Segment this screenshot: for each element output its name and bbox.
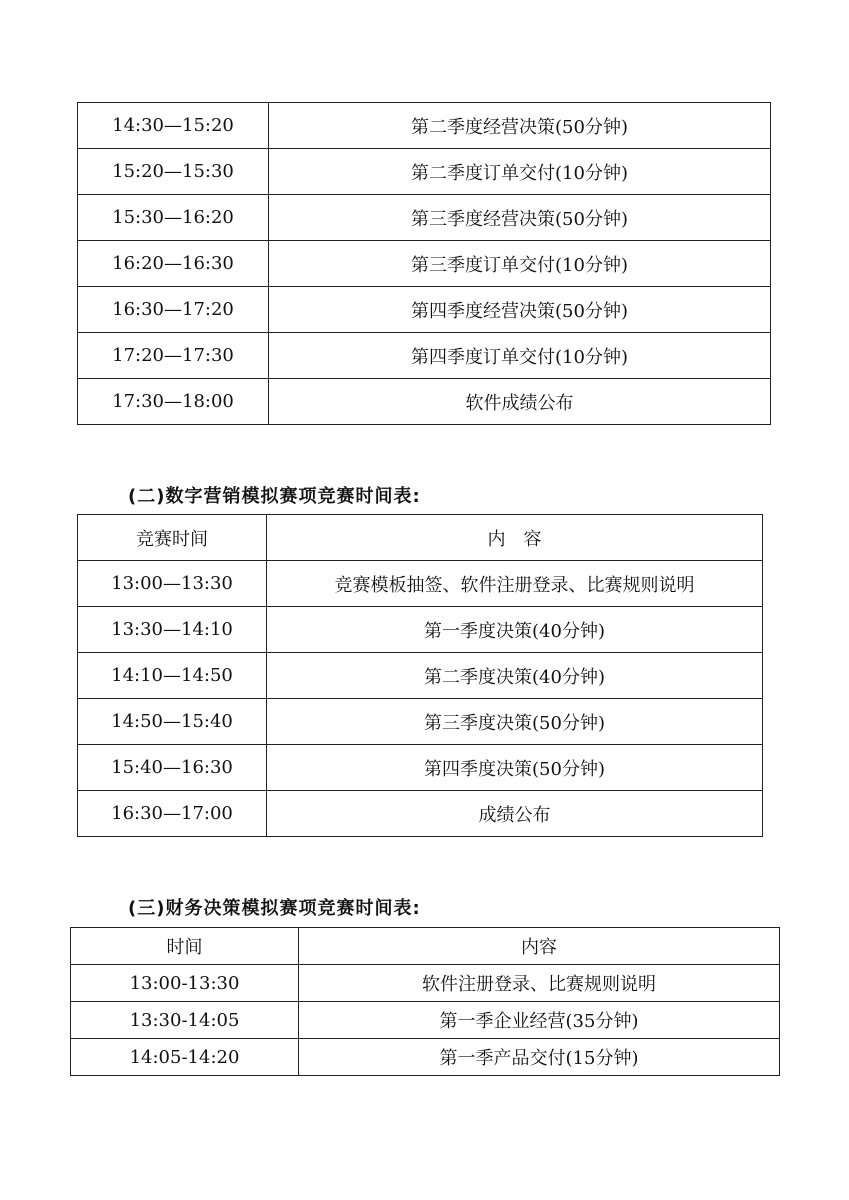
content-cell: 第四季度决策(50分钟) xyxy=(267,745,763,791)
time-cell: 13:00-13:30 xyxy=(71,965,299,1002)
content-cell: 第二季度订单交付(10分钟) xyxy=(269,149,771,195)
schedule-table-continued xyxy=(77,102,771,425)
content-cell: 第一季度决策(40分钟) xyxy=(267,607,763,653)
table-row xyxy=(78,241,771,287)
time-cell: 17:30—18:00 xyxy=(78,379,269,425)
time-cell: 13:00—13:30 xyxy=(78,561,267,607)
table-row xyxy=(78,195,771,241)
table-row xyxy=(78,561,763,607)
header-content-cell: 内 容 xyxy=(267,515,763,561)
time-cell: 15:40—16:30 xyxy=(78,745,267,791)
content-cell: 第二季度经营决策(50分钟) xyxy=(269,103,771,149)
table-row xyxy=(78,607,763,653)
table-row xyxy=(78,333,771,379)
content-cell: 第三季度订单交付(10分钟) xyxy=(269,241,771,287)
content-cell: 软件成绩公布 xyxy=(269,379,771,425)
time-cell: 16:30—17:00 xyxy=(78,791,267,837)
content-cell: 第一季企业经营(35分钟) xyxy=(299,1002,780,1039)
time-cell: 15:20—15:30 xyxy=(78,149,269,195)
content-cell: 第四季度经营决策(50分钟) xyxy=(269,287,771,333)
time-cell: 14:50—15:40 xyxy=(78,699,267,745)
time-cell: 14:30—15:20 xyxy=(78,103,269,149)
header-content-cell: 内容 xyxy=(299,928,780,965)
digital-marketing-schedule-table xyxy=(77,514,763,837)
table-row xyxy=(78,791,763,837)
time-cell: 14:05-14:20 xyxy=(71,1039,299,1076)
content-cell: 软件注册登录、比赛规则说明 xyxy=(299,965,780,1002)
table-row xyxy=(78,699,763,745)
content-cell: 第三季度经营决策(50分钟) xyxy=(269,195,771,241)
content-cell: 成绩公布 xyxy=(267,791,763,837)
time-cell: 13:30-14:05 xyxy=(71,1002,299,1039)
table-header-row xyxy=(71,928,780,965)
time-cell: 17:20—17:30 xyxy=(78,333,269,379)
content-cell: 第一季产品交付(15分钟) xyxy=(299,1039,780,1076)
section-heading-financial-decision: (三)财务决策模拟赛项竞赛时间表: xyxy=(128,898,421,919)
header-time-cell: 时间 xyxy=(71,928,299,965)
time-cell: 16:30—17:20 xyxy=(78,287,269,333)
table-row xyxy=(78,149,771,195)
content-cell: 第四季度订单交付(10分钟) xyxy=(269,333,771,379)
table-row xyxy=(78,745,763,791)
content-cell: 第二季度决策(40分钟) xyxy=(267,653,763,699)
table-row xyxy=(78,103,771,149)
content-cell: 竞赛模板抽签、软件注册登录、比赛规则说明 xyxy=(267,561,763,607)
table-row xyxy=(71,1002,780,1039)
time-cell: 16:20—16:30 xyxy=(78,241,269,287)
table-row xyxy=(78,287,771,333)
table-row xyxy=(78,379,771,425)
header-time-cell: 竞赛时间 xyxy=(78,515,267,561)
table-row xyxy=(71,1039,780,1076)
section-heading-digital-marketing: (二)数字营销模拟赛项竞赛时间表: xyxy=(128,486,421,507)
table-row xyxy=(71,965,780,1002)
time-cell: 15:30—16:20 xyxy=(78,195,269,241)
time-cell: 14:10—14:50 xyxy=(78,653,267,699)
content-cell: 第三季度决策(50分钟) xyxy=(267,699,763,745)
time-cell: 13:30—14:10 xyxy=(78,607,267,653)
table-row xyxy=(78,653,763,699)
financial-decision-schedule-table xyxy=(70,927,780,1076)
table-header-row xyxy=(78,515,763,561)
